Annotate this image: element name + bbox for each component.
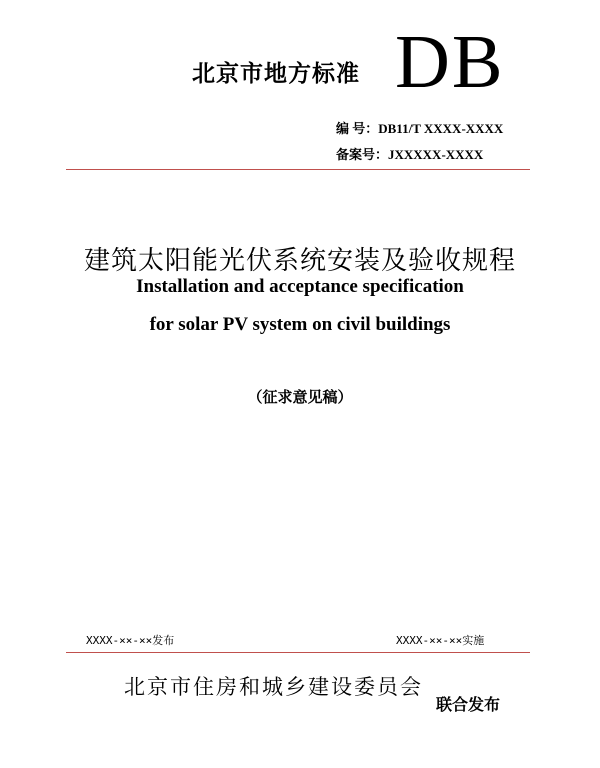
implementation-date: XXXX-××-××实施 (396, 634, 485, 647)
document-title-english-line1: Installation and acceptance specification (136, 276, 464, 297)
document-title-chinese: 建筑太阳能光伏系统安装及验收规程 (83, 246, 516, 276)
standard-type-label: 北京市地方标准 (192, 61, 360, 87)
record-number: 备案号：JXXXXX-XXXX (336, 147, 484, 162)
bottom-divider (66, 652, 530, 653)
draft-status-label: （征求意见稿） (247, 388, 353, 406)
top-divider (66, 169, 530, 170)
db-mark: DB (395, 20, 505, 104)
joint-release-label: 联合发布 (436, 695, 501, 714)
document-title-english-line2: for solar PV system on civil buildings (149, 314, 451, 335)
standard-number: 编 号：DB11/T XXXX-XXXX (336, 121, 504, 136)
issue-date: XXXX-××-××发布 (86, 634, 175, 647)
issuing-authority: 北京市住房和城乡建设委员会 (124, 675, 423, 699)
